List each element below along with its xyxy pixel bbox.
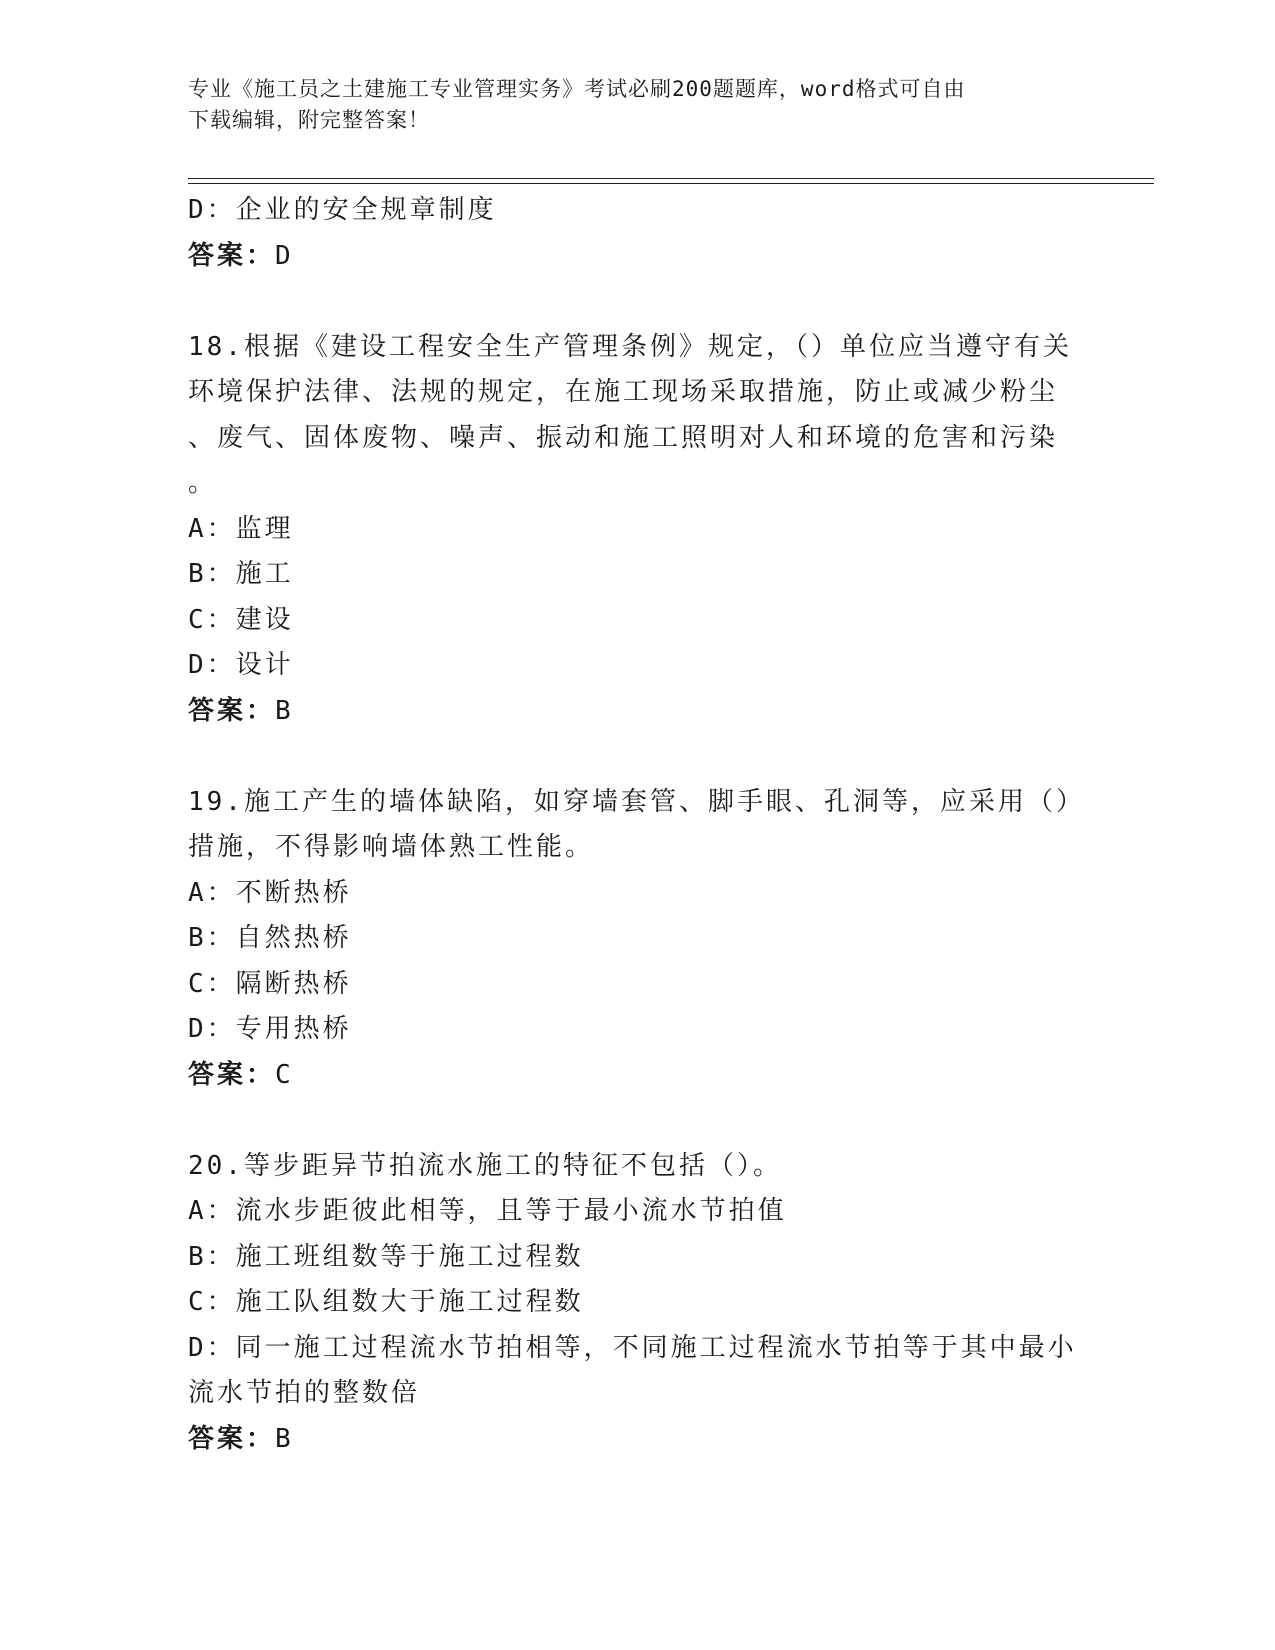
answer-label: 答案： <box>188 695 276 726</box>
block-spacer <box>188 1098 1088 1144</box>
question-text-line: D：企业的安全规章制度 <box>188 195 497 225</box>
answer-line <box>188 234 1088 280</box>
question-block <box>188 325 1088 735</box>
question-text-line: C：施工队组数大于施工过程数 <box>188 1287 584 1317</box>
question-text-line: 环境保护法律、法规的规定，在施工现场采取措施，防止或减少粉尘 <box>188 377 1059 407</box>
answer-label: 答案： <box>188 1059 276 1090</box>
question-text-line: 20.等步距异节拍流水施工的特征不包括（）。 <box>188 1150 782 1181</box>
question-text-line: A：监理 <box>188 513 294 544</box>
question-text-line: D：专用热桥 <box>188 1014 352 1044</box>
question-text-line: 18.根据《建设工程安全生产管理条例》规定，（）单位应当遵守有关 <box>188 331 1072 362</box>
question-text-line: 。 <box>188 468 218 498</box>
question-list <box>188 188 1088 1462</box>
question-text-line: 19.施工产生的墙体缺陷，如穿墙套管、脚手眼、孔洞等，应采用（） <box>188 786 1085 817</box>
answer-line <box>188 689 1088 735</box>
header-rule-top <box>188 178 1154 179</box>
question-block <box>188 780 1088 1099</box>
question-text-line: C：建设 <box>188 604 294 635</box>
header-line-2: 下载编辑，附完整答案！ <box>188 108 430 132</box>
question-text-line: B：自然热桥 <box>188 923 352 953</box>
block-spacer <box>188 734 1088 780</box>
question-text-line: 措施，不得影响墙体熟工性能。 <box>188 832 595 862</box>
document-header <box>188 74 1088 136</box>
answer-label: 答案： <box>188 240 276 271</box>
question-text-line: A：流水步距彼此相等，且等于最小流水节拍值 <box>188 1196 787 1226</box>
question-text-line: 流水节拍的整数倍 <box>188 1378 421 1408</box>
answer-line <box>188 1053 1088 1099</box>
answer-line <box>188 1417 1088 1463</box>
answer-value: B <box>275 695 294 726</box>
answer-value: D <box>275 240 294 271</box>
header-line-1: 专业《施工员之土建施工专业管理实务》考试必刷200题题库，word格式可自由 <box>188 77 966 101</box>
question-text-line: B：施工 <box>188 559 294 589</box>
question-block <box>188 188 1088 279</box>
question-block <box>188 1144 1088 1463</box>
block-spacer <box>188 279 1088 325</box>
question-text-line: C：隔断热桥 <box>188 968 352 999</box>
header-rule-bottom <box>188 183 1154 184</box>
question-text-line: D：同一施工过程流水节拍相等，不同施工过程流水节拍等于其中最小 <box>188 1332 1077 1363</box>
question-text-line: B：施工班组数等于施工过程数 <box>188 1241 584 1272</box>
answer-value: B <box>275 1423 294 1454</box>
answer-value: C <box>275 1059 294 1090</box>
question-text-line: D：设计 <box>188 650 294 680</box>
question-text-line: A：不断热桥 <box>188 877 352 908</box>
answer-label: 答案： <box>188 1423 276 1454</box>
question-text-line: 、废气、固体废物、噪声、振动和施工照明对人和环境的危害和污染 <box>188 422 1059 453</box>
